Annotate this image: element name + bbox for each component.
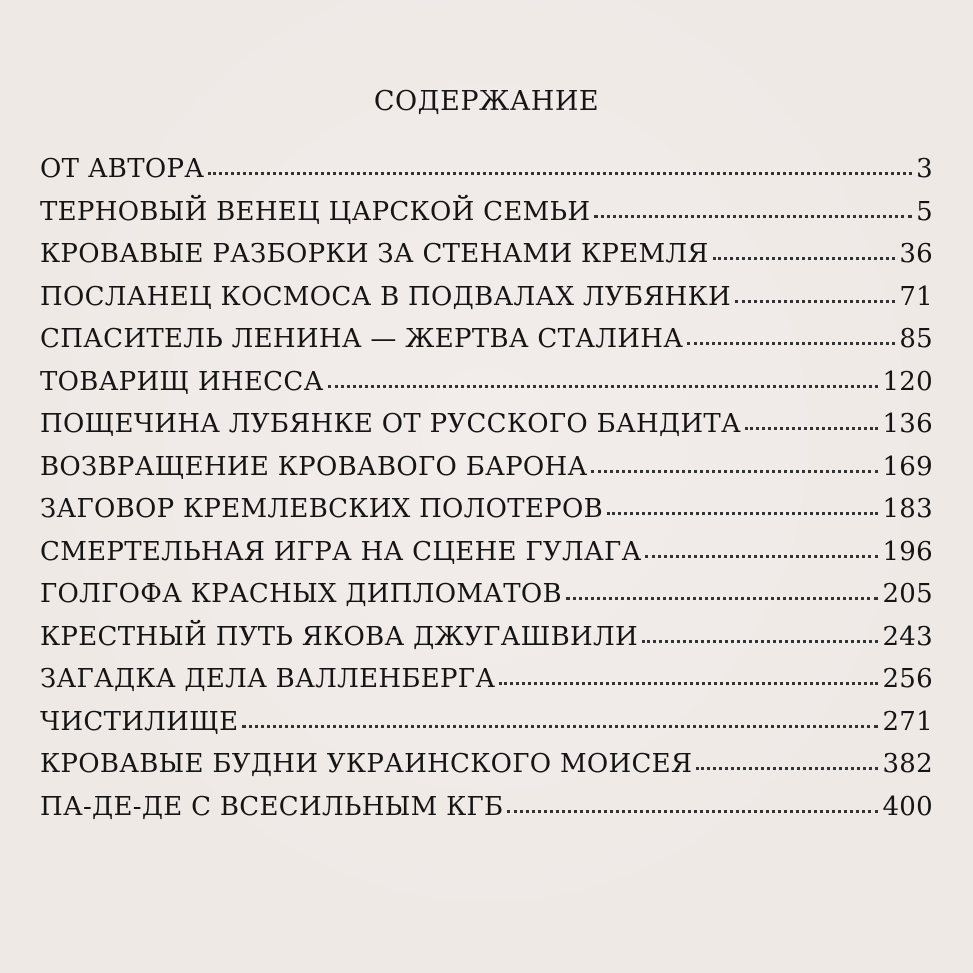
toc-entry-page-number: 136 bbox=[882, 409, 933, 439]
toc-entry bbox=[40, 531, 933, 574]
toc-entry bbox=[40, 786, 933, 829]
toc-entry bbox=[40, 658, 933, 701]
toc-entry bbox=[40, 361, 933, 404]
toc-entry-title: ОТ АВТОРА bbox=[40, 154, 205, 184]
toc-dot-leader bbox=[208, 168, 912, 175]
toc-entry-title: ТЕРНОВЫЙ ВЕНЕЦ ЦАРСКОЙ СЕМЬИ bbox=[40, 196, 591, 227]
toc-entry-title: КРОВАВЫЕ БУДНИ УКРАИНСКОГО МОИСЕЯ bbox=[40, 749, 693, 779]
toc-dot-leader bbox=[607, 508, 878, 515]
toc-dot-leader bbox=[242, 721, 878, 728]
toc-entry-page-number: 400 bbox=[882, 791, 933, 822]
toc-entry-page-number: 183 bbox=[882, 494, 933, 524]
toc-entry bbox=[40, 148, 933, 191]
toc-entry-title: КРЕСТНЫЙ ПУТЬ ЯКОВА ДЖУГАШВИЛИ bbox=[40, 621, 638, 652]
toc-dot-leader bbox=[507, 806, 878, 813]
toc-entry-title: ТОВАРИЩ ИНЕССА bbox=[40, 366, 324, 397]
toc-entry bbox=[40, 488, 933, 531]
toc-entry-title: ЗАГАДКА ДЕЛА ВАЛЛЕНБЕРГА bbox=[40, 664, 496, 694]
toc-dot-leader bbox=[594, 211, 912, 218]
page-title: СОДЕРЖАНИЕ bbox=[373, 86, 600, 117]
toc-entry-page-number: 243 bbox=[882, 621, 933, 652]
toc-entry bbox=[40, 191, 933, 234]
toc-entry-page-number: 85 bbox=[899, 324, 933, 354]
toc-dot-leader bbox=[735, 296, 895, 303]
toc-entry-title: КРОВАВЫЕ РАЗБОРКИ ЗА СТЕНАМИ КРЕМЛЯ bbox=[40, 239, 709, 269]
toc-entry-title: СПАСИТЕЛЬ ЛЕНИНА — ЖЕРТВА СТАЛИНА bbox=[40, 324, 684, 354]
toc-dot-leader bbox=[566, 593, 879, 600]
toc-entry-title: ПОЩЕЧИНА ЛУБЯНКЕ ОТ РУССКОГО БАНДИТА bbox=[40, 409, 742, 439]
toc-entry-page-number: 169 bbox=[882, 451, 933, 482]
table-of-contents bbox=[40, 148, 933, 828]
toc-entry-page-number: 382 bbox=[882, 749, 933, 779]
toc-entry-page-number: 256 bbox=[882, 664, 933, 694]
toc-entry bbox=[40, 233, 933, 276]
toc-dot-leader bbox=[499, 678, 878, 685]
toc-entry-page-number: 196 bbox=[882, 536, 933, 567]
toc-entry-page-number: 271 bbox=[882, 706, 933, 737]
toc-entry-title: ГОЛГОФА КРАСНЫХ ДИПЛОМАТОВ bbox=[40, 579, 562, 609]
toc-dot-leader bbox=[328, 381, 879, 388]
toc-dot-leader bbox=[591, 466, 878, 473]
toc-dot-leader bbox=[713, 253, 896, 260]
toc-entry-page-number: 205 bbox=[882, 579, 933, 609]
toc-dot-leader bbox=[745, 423, 878, 430]
toc-entry-title: ПА-ДЕ-ДЕ С ВСЕСИЛЬНЫМ КГБ bbox=[40, 791, 504, 822]
toc-dot-leader bbox=[645, 551, 878, 558]
toc-entry bbox=[40, 318, 933, 361]
toc-dot-leader bbox=[696, 763, 878, 770]
toc-entry bbox=[40, 276, 933, 319]
toc-entry bbox=[40, 701, 933, 744]
toc-entry bbox=[40, 446, 933, 489]
toc-entry bbox=[40, 616, 933, 659]
toc-entry-page-number: 120 bbox=[882, 366, 933, 397]
toc-dot-leader bbox=[687, 338, 895, 345]
toc-entry-page-number: 36 bbox=[899, 239, 933, 269]
toc-entry-page-number: 71 bbox=[899, 281, 933, 312]
toc-entry-title: ВОЗВРАЩЕНИЕ КРОВАВОГО БАРОНА bbox=[40, 451, 588, 482]
toc-entry-title: СМЕРТЕЛЬНАЯ ИГРА НА СЦЕНЕ ГУЛАГА bbox=[40, 536, 642, 567]
toc-entry bbox=[40, 743, 933, 786]
toc-entry-page-number: 5 bbox=[916, 196, 933, 227]
toc-entry-title: ПОСЛАНЕЦ КОСМОСА В ПОДВАЛАХ ЛУБЯНКИ bbox=[40, 281, 731, 312]
toc-dot-leader bbox=[642, 636, 878, 643]
toc-entry-title: ЧИСТИЛИЩЕ bbox=[40, 706, 239, 737]
toc-entry bbox=[40, 403, 933, 446]
toc-entry bbox=[40, 573, 933, 616]
toc-entry-title: ЗАГОВОР КРЕМЛЕВСКИХ ПОЛОТЕРОВ bbox=[40, 494, 604, 524]
toc-entry-page-number: 3 bbox=[916, 154, 933, 184]
